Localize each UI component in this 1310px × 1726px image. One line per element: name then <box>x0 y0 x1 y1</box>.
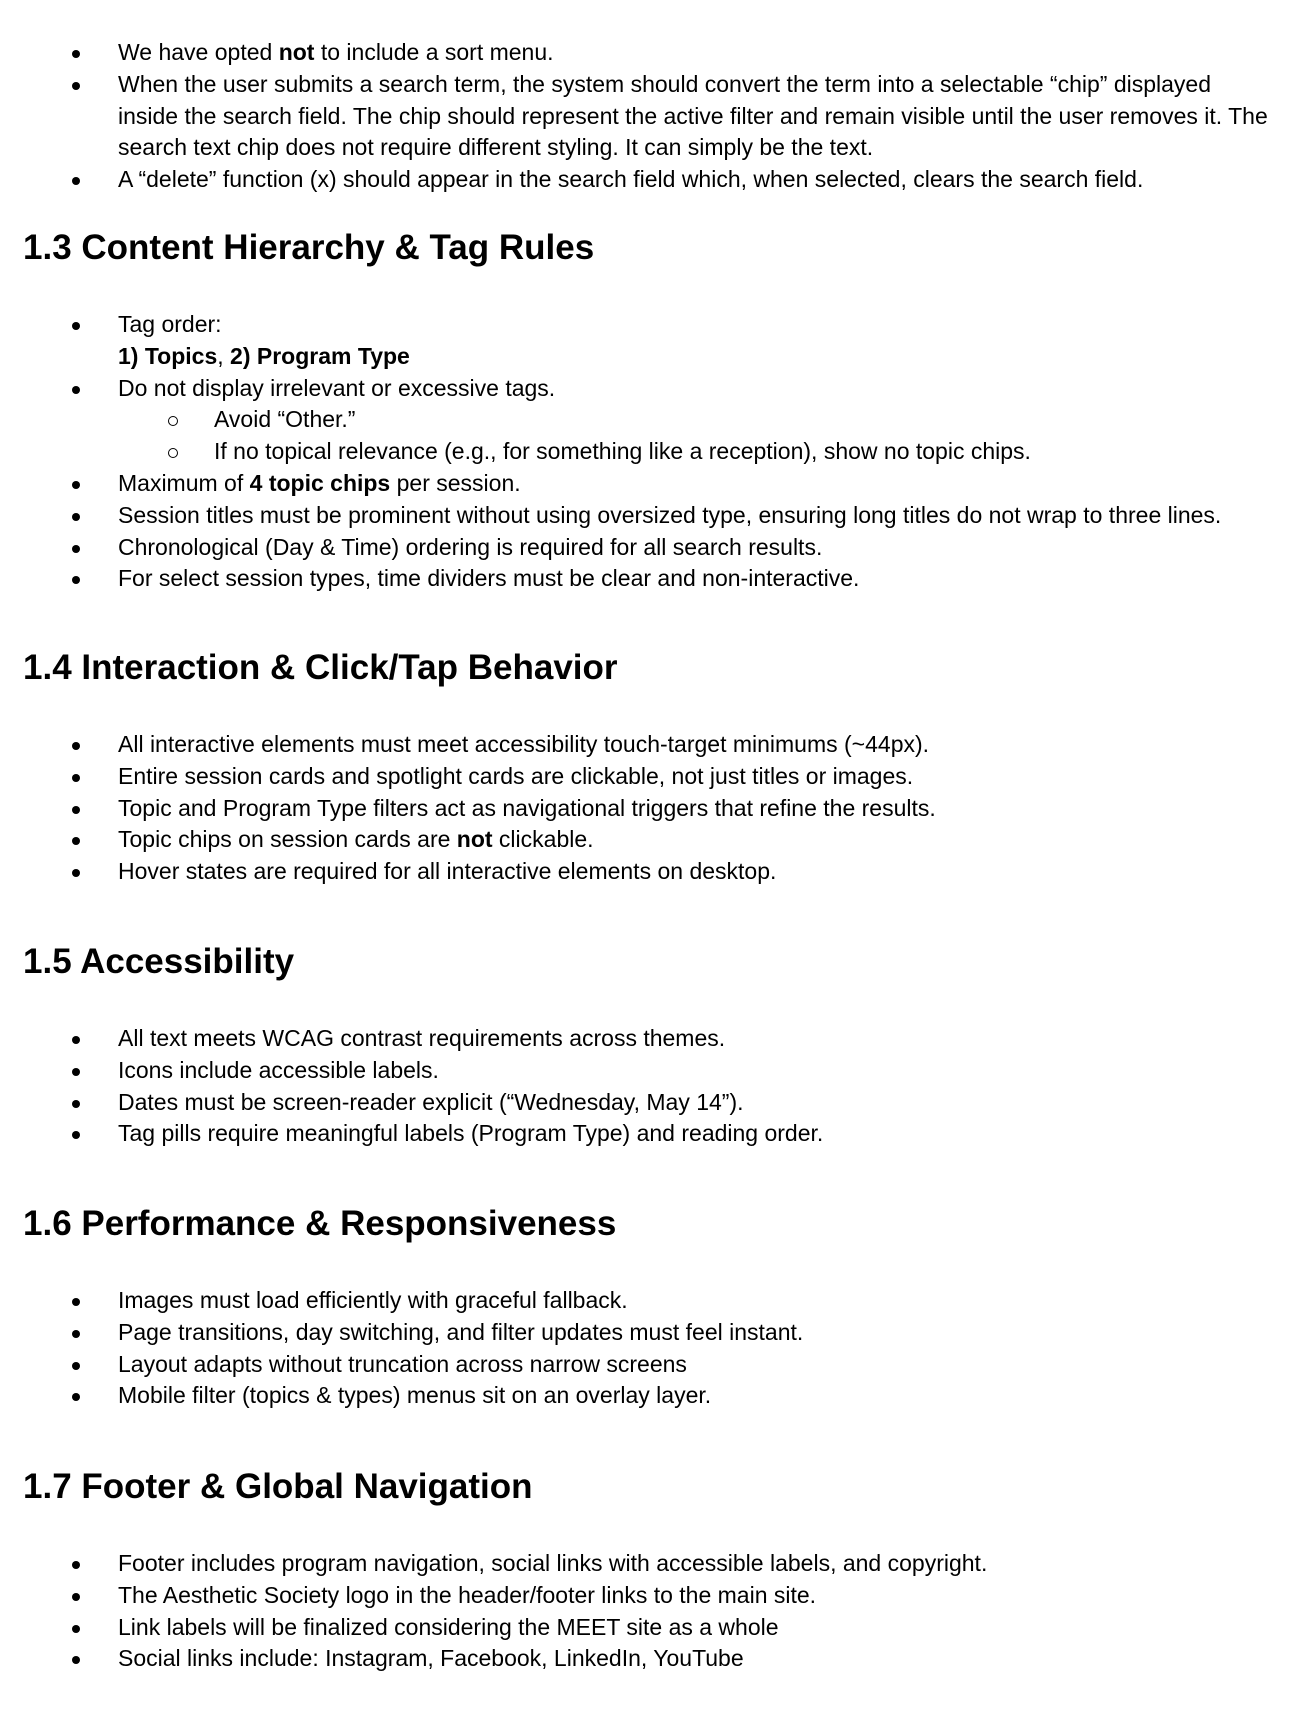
list-item: Chronological (Day & Time) ordering is required for all search results. <box>0 532 1310 564</box>
list-item: Social links include: Instagram, Facebook, LinkedIn, YouTube <box>0 1643 1310 1675</box>
list-item: Tag pills require meaningful labels (Program Type) and reading order. <box>0 1118 1310 1150</box>
section-1-7 <box>0 1467 1310 1675</box>
list-item: Maximum of 4 topic chips per session. <box>0 468 1310 500</box>
section-1-4 <box>0 648 1310 888</box>
list-item: Page transitions, day switching, and filter updates must feel instant. <box>0 1317 1310 1349</box>
list-item: Hover states are required for all interactive elements on desktop. <box>0 856 1310 888</box>
search-behavior-list <box>0 37 1310 196</box>
section-heading: 1.5 Accessibility <box>23 942 295 981</box>
list-item: Link labels will be finalized considering the MEET site as a whole <box>0 1612 1310 1644</box>
sub-list-item: Avoid “Other.” <box>0 404 1310 436</box>
search-behavior-section <box>0 37 1310 196</box>
performance-list <box>0 1285 1310 1412</box>
sub-list-item: If no topical relevance (e.g., for something like a reception), show no topic chips. <box>0 436 1310 468</box>
section-heading: 1.4 Interaction & Click/Tap Behavior <box>23 648 618 687</box>
list-item: The Aesthetic Society logo in the header/footer links to the main site. <box>0 1580 1310 1612</box>
list-item: Images must load efficiently with graceful fallback. <box>0 1285 1310 1317</box>
list-item: Topic and Program Type filters act as navigational triggers that refine the results. <box>0 793 1310 825</box>
accessibility-list <box>0 1023 1310 1150</box>
interaction-list <box>0 729 1310 888</box>
list-item: Layout adapts without truncation across narrow screens <box>0 1349 1310 1381</box>
section-heading: 1.6 Performance & Responsiveness <box>23 1204 617 1243</box>
list-item: All interactive elements must meet accessibility touch-target minimums (~44px). <box>0 729 1310 761</box>
footer-navigation-list <box>0 1548 1310 1675</box>
list-item: Footer includes program navigation, social links with accessible labels, and copyright. <box>0 1548 1310 1580</box>
list-item: Dates must be screen-reader explicit (“Wednesday, May 14”). <box>0 1087 1310 1119</box>
section-1-3 <box>0 228 1310 595</box>
section-heading: 1.7 Footer & Global Navigation <box>23 1467 533 1506</box>
list-item: Topic chips on session cards are not clickable. <box>0 824 1310 856</box>
emphasis-text: not <box>278 39 315 65</box>
list-item: Tag order: 1) Topics, 2) Program Type <box>0 309 1310 373</box>
list-item: A “delete” function (x) should appear in the search field which, when selected, clears the search field. <box>0 164 1310 196</box>
list-item: Entire session cards and spotlight cards are clickable, not just titles or images. <box>0 761 1310 793</box>
emphasis-text: not <box>456 826 493 853</box>
list-item: Icons include accessible labels. <box>0 1055 1310 1087</box>
section-1-5 <box>0 942 1310 1150</box>
section-heading: 1.3 Content Hierarchy & Tag Rules <box>23 228 595 267</box>
tag-rules-list <box>0 309 1310 595</box>
section-1-6 <box>0 1204 1310 1412</box>
list-item: When the user submits a search term, the system should convert the term into a selectable “chip” displayed inside the search field. The chip should represent the active filter and remain visible until the user removes it. The search text chip does not require different styling. It can simply be the text. <box>0 69 1310 164</box>
list-item: For select session types, time dividers must be clear and non-interactive. <box>0 563 1310 595</box>
list-item: We have opted not to include a sort menu. <box>0 37 1310 69</box>
list-item: Session titles must be prominent without using oversized type, ensuring long titles do not wrap to three lines. <box>0 500 1310 532</box>
list-item: All text meets WCAG contrast requirements across themes. <box>0 1023 1310 1055</box>
emphasis-text: 4 topic chips <box>249 469 391 496</box>
list-item: Do not display irrelevant or excessive tags. <box>0 373 1310 405</box>
list-item: Mobile filter (topics & types) menus sit on an overlay layer. <box>0 1380 1310 1412</box>
